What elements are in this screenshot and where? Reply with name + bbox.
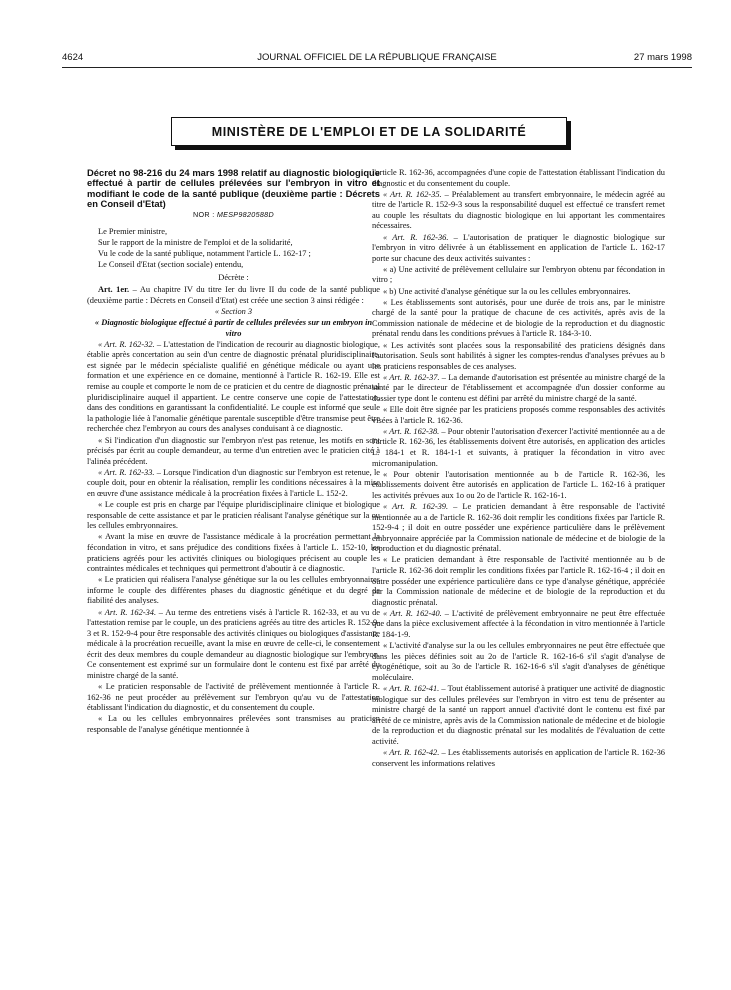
paragraph-text: « Le couple est pris en charge par l'équipe pluridisciplinaire clinique et biologique responsable de cette assistance et par le praticien réalisant l'analyse génétique sur la ou les cellules embryonnaires. <box>87 500 380 531</box>
intro-line: Vu le code de la santé publique, notamment l'article L. 162-17 ; <box>98 248 311 258</box>
nor-label: NOR : <box>193 210 215 220</box>
article-paragraph <box>87 532 380 574</box>
article-paragraph <box>372 748 665 769</box>
paragraph-text: – Tout établissement autorisé à pratiquer une activité de diagnostic biologique sur des cellules prélevées sur l'embryon in vitro est tenu de présenter au ministre chargé de la santé un rapport annuel d'activité dont le contenu est fixé par arrêté de ce ministre, après avis de la Commission nationale de médecine et de biologie de la reproduction et du diagnostic prénatal sur les modalités de l'évaluation de cette activité. <box>372 684 665 746</box>
article-reference: « Art. R. 162-42. <box>383 748 440 758</box>
article-paragraph <box>87 608 380 682</box>
paragraph-text: – Pour obtenir l'autorisation d'exercer l'activité mentionnée au a de l'article R. 162-36, les établissements doivent être autorisés, en application des articles L. 184-1 et R. 184-1-1 et suivants, à pratiquer la fécondation in vitro avec micromanipulation. <box>372 426 665 468</box>
paragraph-text: « a) Une activité de prélèvement cellulaire sur l'embryon obtenu par fécondation in vitro ; <box>372 264 665 285</box>
article-paragraph <box>87 468 380 500</box>
page-number: 4624 <box>62 52 84 63</box>
paragraph-text: – La demande d'autorisation est présentée au ministre chargé de la santé par le directeur de l'établissement et accompagnée d'un dossier conforme au dossier type dont le contenu est défini par arrêté du ministre chargé de la santé. <box>372 372 665 403</box>
left-column <box>87 168 380 736</box>
article-reference: « Art. R. 162-34. <box>98 607 157 617</box>
paragraph-text: – L'attestation de l'indication de recourir au diagnostic biologique, établie après concertation au sein d'un centre de diagnostic prénatal pluridisciplinaire, est signée par le médecin spécialiste qualifié en génétique médicale ou ayant une formation et une expérience en ce domaine, mentionné à l'article R. 162-19. Elle est remise au couple et comporte le nom de ce praticien et du centre de diagnostic prénatal pluridisciplinaire auquel il appartient. Le centre conserve une copie de l'attestation, dans des conditions en garantissant la confidentialité. Le couple est informé que seule la pathologie liée à l'anomalie génétique parentale susceptible d'être transmise peut être recherchée chez l'embryon au cours des analyses conduisant à ce diagnostic. <box>87 339 380 434</box>
paragraph-text: – L'autorisation de pratiquer le diagnostic biologique sur l'embryon in vitro délivrée à un établissement en application de l'article L. 162-17 porte sur chacune des deux activités suivantes : <box>372 232 665 263</box>
article-paragraph <box>372 555 665 608</box>
ministry-title: MINISTÈRE DE L'EMPLOI ET DE LA SOLIDARITÉ <box>211 124 527 139</box>
right-paragraphs <box>372 168 665 769</box>
article-paragraph <box>87 714 380 735</box>
section-label: « Section 3 <box>214 306 253 316</box>
article-paragraph <box>87 500 380 532</box>
article-1 <box>87 285 380 306</box>
article-paragraph <box>372 405 665 426</box>
article-paragraph <box>372 287 665 298</box>
header-rule <box>62 67 692 68</box>
intro-line: Sur le rapport de la ministre de l'emploi et de la solidarité, <box>98 237 293 247</box>
article-reference: « Art. R. 162-39. <box>383 501 449 511</box>
article-paragraph <box>372 470 665 502</box>
paragraph-text: « Avant la mise en œuvre de l'assistance médicale à la procréation permettant la fécondation in vitro, et sans préjudice des conditions fixées à l'article L. 152-10, les praticiens agréés pour les activités cliniques ou biologiques précisent au couple les contraintes médicales et techniques qui permettront d'aboutir à ce diagnostic. <box>87 532 380 574</box>
article-reference: « Art. R. 162-32. <box>98 339 155 349</box>
paragraph-text: « Le praticien responsable de l'activité de prélèvement mentionnée à l'article R. 162-36 ne peut procéder au prélèvement sur l'embryon qu'au vu de l'attestation établissant l'indication du diagnostic, et du consentement du couple. <box>87 682 380 713</box>
article-paragraph <box>372 684 665 748</box>
paragraph-text: – Au terme des entretiens visés à l'article R. 162-33, et au vu de l'attestation remise par le couple, un des praticiens agréés au titre des articles R. 152-9-3 et R. 152-9-4 pour être responsable des activités cliniques ou biologiques d'assistance médicale à la procréation recueille, avant la mise en œuvre de celle-ci, le consentement écrit des deux membres du couple demandeur au diagnostic biologique sur l'embryon. Ce consentement est exprimé sur un formulaire dont le contenu est fixé par arrêté du ministre chargé de la santé. <box>87 607 380 681</box>
paragraph-text: – Les établissements autorisés en application de l'article R. 162-36 conservent les informations relatives <box>372 748 665 768</box>
decree-title: Décret no 98-216 du 24 mars 1998 relatif au diagnostic biologique effectué à partir de cellules prélevées sur l'embryon in vitro et modifiant le code de la santé publique (deuxième partie : Décrets en Conseil d'Etat) <box>87 167 380 210</box>
article-paragraph <box>372 427 665 469</box>
article-paragraph <box>372 265 665 286</box>
article-reference: « Art. R. 162-40. <box>383 608 442 618</box>
paragraph-text: « Si l'indication d'un diagnostic sur l'embryon n'est pas retenue, les motifs en sont précisés par écrit au couple demandeur, au terme d'un entretien avec le praticien cité à l'alinéa précédent. <box>87 435 380 466</box>
paragraph-text: – Le praticien demandant à être responsable de l'activité mentionnée au a de l'article R. 162-36 doit remplir les conditions fixées par l'article R. 152-9-4 ; il doit en outre posséder une expérience particulière dans le prélèvement embryonnaire appréciée par la Commission nationale de médecine et de biologie de la reproduction et du diagnostic prénatal. <box>372 501 665 554</box>
publication-date: 27 mars 1998 <box>633 52 692 63</box>
paragraph-text: « Le praticien qui réalisera l'analyse génétique sur la ou les cellules embryonnaires informe le couple des différentes phases du diagnostic génétique et du degré de fiabilité des analyses. <box>87 575 380 606</box>
nor-line <box>87 210 380 221</box>
article-1-text: – Au chapitre IV du titre Ier du livre II du code de la santé publique (deuxième partie : Décrets en Conseil d'Etat) est créée une section 3 ainsi rédigée : <box>87 285 380 305</box>
paragraph-text: « Le praticien demandant à être responsable de l'activité mentionnée au b de l'article R. 162-36 doit remplir les conditions fixées par l'article R. 162-16-4 ; il doit en outre posséder une expérience particulière dans ce type d'analyse génétique, appréciée par la Commission nationale de médecine et de biologie de la reproduction et du diagnostic prénatal. <box>372 555 665 607</box>
ministry-title-box <box>171 117 567 146</box>
paragraph-text: « Pour obtenir l'autorisation mentionnée au b de l'article R. 162-36, les établissements doivent être autorisés en application de l'article L. 162-16 à pratiquer les activités prévues aux 1o ou 2o de l'article R. 162-16-1. <box>372 469 665 500</box>
paragraph-text: « La ou les cellules embryonnaires prélevées sont transmises au praticien responsable de l'analyse génétique mentionnée à <box>87 714 380 735</box>
article-reference: « Art. R. 162-41. <box>383 684 440 693</box>
article-reference: « Art. R. 162-37. <box>383 372 440 382</box>
paragraph-text: l'article R. 162-36, accompagnées d'une copie de l'attestation établissant l'indication du diagnostic et du consentement du couple. <box>372 168 665 188</box>
section-title: « Diagnostic biologique effectué à partir de cellules prélevées sur un embryon in vitro <box>94 317 373 338</box>
nor-code: MESP9820588D <box>216 210 274 220</box>
paragraph-text: – Préalablement au transfert embryonnaire, le médecin agréé au titre de l'article R. 152-9-3 sous la responsabilité duquel est effectué ce transfert remet au couple les résultats du diagnostic biologique en lui apportant les commentaires nécessaires. <box>372 189 665 231</box>
article-paragraph <box>87 340 380 435</box>
paragraph-text: – Lorsque l'indication d'un diagnostic sur l'embryon est retenue, le couple doit, pour en obtenir la réalisation, remplir les conditions nécessaires à la mise en œuvre d'une assistance médicale à la procréation fixées à l'article L. 152-2. <box>87 467 380 498</box>
article-paragraph <box>372 373 665 405</box>
decrete-line: Décrète : <box>218 272 249 282</box>
article-reference: « Art. R. 162-35. <box>383 189 442 199</box>
paragraph-text: « L'activité d'analyse sur la ou les cellules embryonnaires ne peut être effectuée que dans les pièces définies soit au 2o de l'article R. 162-16-6 s'il s'agit d'analyse de cytogénétique, soit au 3o de l'article R. 162-16-6 s'il s'agit d'analyses de génétique moléculaire. <box>372 641 665 682</box>
article-paragraph <box>372 168 665 189</box>
paragraph-text: – L'activité de prélèvement embryonnaire ne peut être effectuée que dans la pièce exclusivement affectée à la fécondation in vitro mentionnée à l'article R. 184-1-9. <box>372 608 665 640</box>
article-paragraph <box>372 298 665 340</box>
article-reference: « Art. R. 162-38. <box>383 426 440 436</box>
article-reference: « Art. R. 162-36. <box>383 232 449 242</box>
intro-line: Le Conseil d'Etat (section sociale) entendu, <box>98 260 244 269</box>
paragraph-text: « Les établissements sont autorisés, pour une durée de trois ans, par le ministre chargé de la santé pour la pratique de chacune de ces activités, après avis de la Commission nationale de médecine et de biologie de la reproduction et du diagnostic prénatal rendu dans les conditions prévues à l'article R. 184-3-10. <box>372 297 665 339</box>
article-paragraph <box>372 502 665 555</box>
article-paragraph <box>372 190 665 232</box>
article-paragraph <box>87 682 380 714</box>
journal-title: JOURNAL OFFICIEL DE LA RÉPUBLIQUE FRANÇAISE <box>257 52 497 63</box>
page-header <box>62 52 692 66</box>
article-paragraph <box>372 233 665 265</box>
left-paragraphs <box>87 340 380 736</box>
paragraph-text: « Les activités sont placées sous la responsabilité des praticiens désignés dans l'autorisation. Seuls sont habilités à signer les comptes-rendus d'analyses prévues au b les praticiens responsables de ces analyses. <box>372 340 665 371</box>
article-1-label: Art. 1er. <box>98 285 130 295</box>
article-paragraph <box>87 436 380 468</box>
article-paragraph <box>372 641 665 683</box>
paragraph-text: « b) Une activité d'analyse génétique sur la ou les cellules embryonnaires. <box>383 286 631 296</box>
article-paragraph <box>372 341 665 373</box>
intro-line: Le Premier ministre, <box>98 226 168 236</box>
article-paragraph <box>372 609 665 641</box>
paragraph-text: « Elle doit être signée par les praticiens proposés comme responsables des activités visées à l'article R. 162-36. <box>372 405 665 425</box>
article-paragraph <box>87 575 380 607</box>
right-column <box>372 168 665 770</box>
article-reference: « Art. R. 162-33. <box>98 467 155 477</box>
